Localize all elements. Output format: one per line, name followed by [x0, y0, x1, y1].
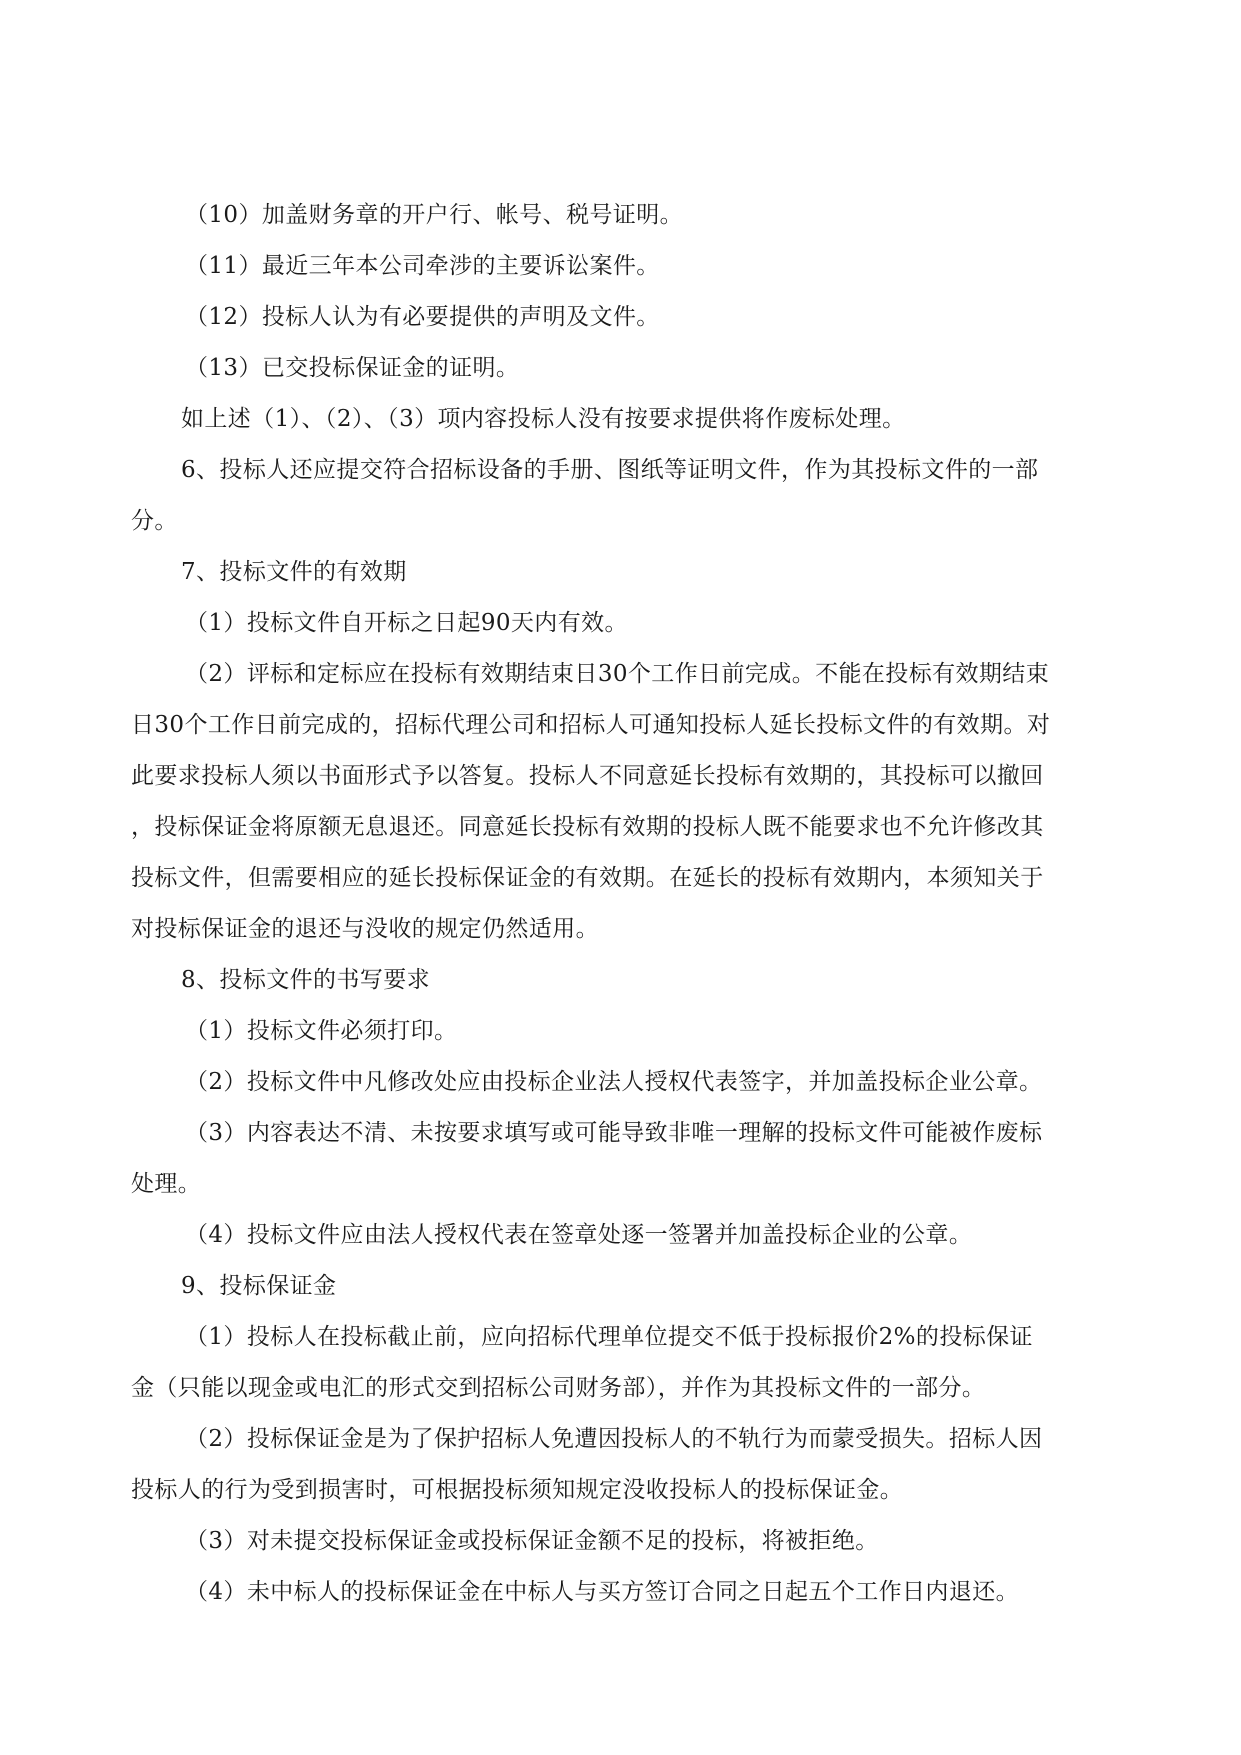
- note-paragraph: [131, 394, 1111, 445]
- text-line: 6、投标人还应提交符合招标设备的手册、图纸等证明文件，作为其投标文件的一部: [181, 457, 1039, 483]
- text-line: （3）对未提交投标保证金或投标保证金额不足的投标，将被拒绝。: [185, 1528, 879, 1554]
- section-8-item-2: [131, 1057, 1111, 1108]
- section-7-item-1: [131, 598, 1111, 649]
- list-item-11: [131, 241, 1111, 292]
- section-8-item-4: [131, 1210, 1111, 1261]
- text-line: （2）评标和定标应在投标有效期结束日30个工作日前完成。不能在投标有效期结束: [185, 661, 1050, 687]
- text-line: （4）投标文件应由法人授权代表在签章处逐一签署并加盖投标企业的公章。: [185, 1222, 973, 1248]
- section-9-item-3: [131, 1516, 1111, 1567]
- section-8-item-1: [131, 1006, 1111, 1057]
- text-line: （1）投标文件必须打印。: [185, 1018, 458, 1044]
- text-line: 金（只能以现金或电汇的形式交到招标公司财务部），并作为其投标文件的一部分。: [131, 1375, 986, 1401]
- text-line: （11）最近三年本公司牵涉的主要诉讼案件。: [185, 253, 660, 279]
- text-line: （13）已交投标保证金的证明。: [185, 355, 520, 381]
- section-6-paragraph: [131, 445, 1111, 547]
- section-9-item-4: [131, 1567, 1111, 1618]
- section-9-heading: [131, 1261, 1111, 1312]
- text-line: （10）加盖财务章的开户行、帐号、税号证明。: [185, 202, 684, 228]
- text-line: （1）投标人在投标截止前，应向招标代理单位提交不低于投标报价2%的投标保证: [185, 1324, 1033, 1350]
- text-line: 分。: [131, 508, 178, 534]
- text-line: 对投标保证金的退还与没收的规定仍然适用。: [131, 916, 599, 942]
- text-line: （1）投标文件自开标之日起90天内有效。: [185, 610, 628, 636]
- text-line: 7、投标文件的有效期: [181, 559, 407, 585]
- text-line: （2）投标保证金是为了保护招标人免遭因投标人的不轨行为而蒙受损失。招标人因: [185, 1426, 1043, 1452]
- list-item-10: [131, 190, 1111, 241]
- list-item-12: [131, 292, 1111, 343]
- text-line: （2）投标文件中凡修改处应由投标企业法人授权代表签字，并加盖投标企业公章。: [185, 1069, 1043, 1095]
- text-line: 处理。: [131, 1171, 202, 1197]
- document-body: [131, 190, 1111, 1618]
- section-8-heading: [131, 955, 1111, 1006]
- text-line: 8、投标文件的书写要求: [181, 967, 431, 993]
- section-7-item-2: [131, 649, 1111, 955]
- text-line: 此要求投标人须以书面形式予以答复。投标人不同意延长投标有效期的，其投标可以撤回: [131, 763, 1044, 789]
- text-line: ，投标保证金将原额无息退还。同意延长投标有效期的投标人既不能要求也不允许修改其: [131, 814, 1044, 840]
- section-7-heading: [131, 547, 1111, 598]
- section-9-item-2: [131, 1414, 1111, 1516]
- text-line: 9、投标保证金: [181, 1273, 337, 1299]
- list-item-13: [131, 343, 1111, 394]
- text-line: 日30个工作日前完成的，招标代理公司和招标人可通知投标人延长投标文件的有效期。对: [131, 712, 1051, 738]
- text-line: （12）投标人认为有必要提供的声明及文件。: [185, 304, 660, 330]
- text-line: 投标人的行为受到损害时，可根据投标须知规定没收投标人的投标保证金。: [131, 1477, 904, 1503]
- section-9-item-1: [131, 1312, 1111, 1414]
- text-line: 如上述（1）、（2）、（3）项内容投标人没有按要求提供将作废标处理。: [181, 406, 906, 432]
- section-8-item-3: [131, 1108, 1111, 1210]
- text-line: （3）内容表达不清、未按要求填写或可能导致非唯一理解的投标文件可能被作废标: [185, 1120, 1043, 1146]
- text-line: （4）未中标人的投标保证金在中标人与买方签订合同之日起五个工作日内退还。: [185, 1579, 1020, 1605]
- text-line: 投标文件，但需要相应的延长投标保证金的有效期。在延长的投标有效期内，本须知关于: [131, 865, 1044, 891]
